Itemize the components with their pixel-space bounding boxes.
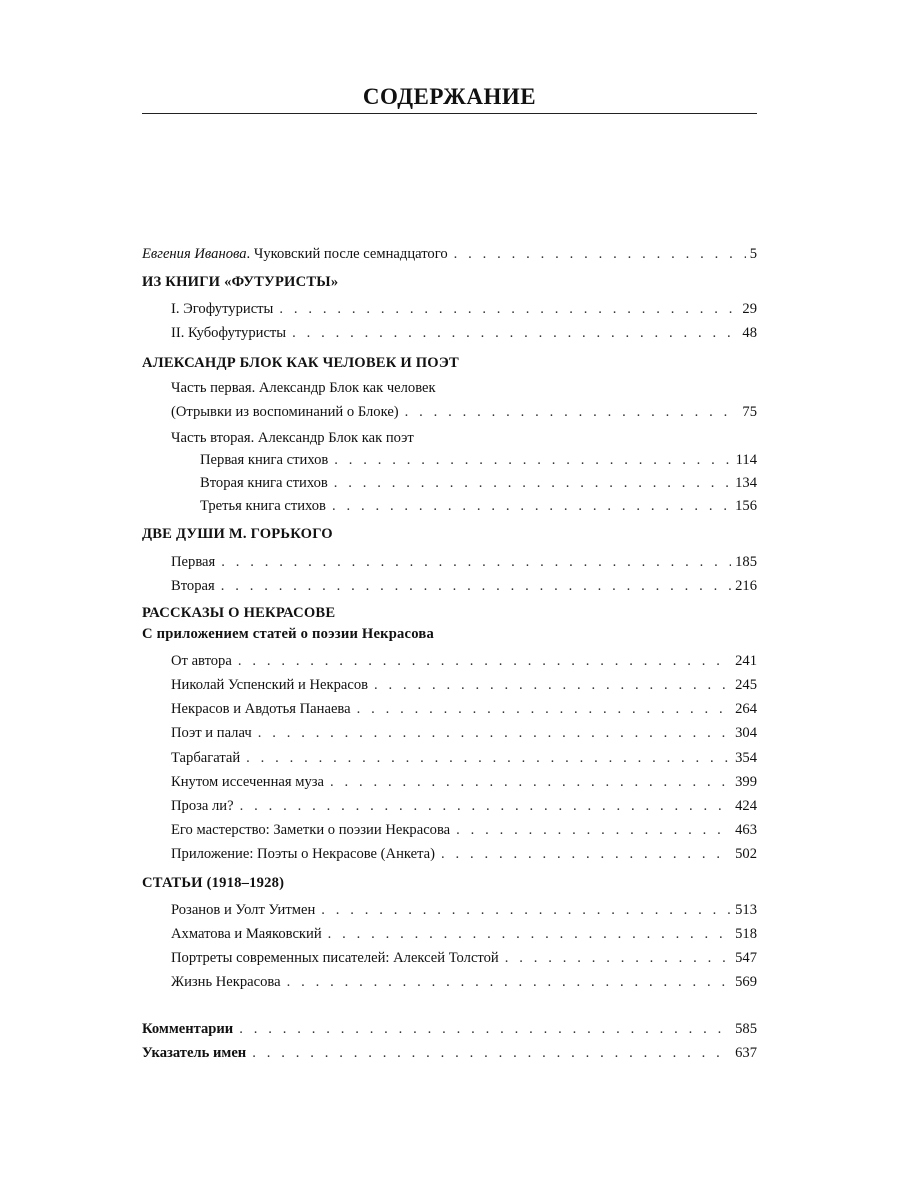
toc-entry-text: Его мастерство: Заметки о поэзии Некрасова (171, 822, 451, 838)
toc-entry (171, 574, 757, 596)
toc-entry (171, 970, 757, 992)
dot-leader (292, 323, 738, 343)
dot-leader (441, 844, 731, 864)
toc-entry-title: . Чуковский после семнадцатого (246, 246, 448, 262)
toc-entry-text: I. Эгофутуристы (171, 301, 274, 317)
toc-entry-page: 5 (749, 246, 757, 262)
toc-entry-text: Проза ли? (171, 798, 234, 814)
page-title: СОДЕРЖАНИЕ (362, 84, 537, 109)
dot-leader (334, 450, 731, 470)
toc-entry-page: 185 (735, 554, 757, 570)
toc-entry (171, 898, 757, 920)
dot-leader (332, 496, 731, 516)
toc-entry-page: 513 (735, 902, 757, 918)
dot-leader (328, 924, 731, 944)
toc-entry-text: Николай Успенский и Некрасов (171, 677, 369, 693)
dot-leader (246, 748, 731, 768)
toc-entry (171, 649, 757, 671)
toc-entry-text: Поэт и палач (171, 725, 252, 741)
dot-leader (239, 1019, 731, 1039)
toc-entry-page: 304 (735, 725, 757, 741)
toc-entry-text: Розанов и Уолт Уитмен (171, 902, 316, 918)
toc-entry (171, 818, 757, 840)
toc-entry-text: Комментарии (142, 1021, 234, 1037)
toc-entry (171, 297, 757, 319)
dot-leader (330, 772, 731, 792)
toc-entry-commentary (142, 1017, 757, 1039)
toc-entry-text: Тарбагатай (171, 750, 241, 766)
section-heading-articles: СТАТЬИ (1918–1928) (142, 875, 285, 891)
toc-entry-page: 156 (735, 498, 757, 514)
toc-entry-page: 75 (742, 404, 757, 420)
toc-entry (171, 922, 757, 944)
toc-part-heading: Часть вторая. Александр Блок как поэт (171, 430, 414, 446)
toc-page (142, 0, 757, 1200)
toc-entry-text: Третья книга стихов (200, 498, 326, 514)
toc-entry-text: Приложение: Поэты о Некрасове (Анкета) (171, 846, 435, 862)
dot-leader (252, 1043, 731, 1063)
toc-entry (200, 448, 757, 470)
dot-leader (221, 576, 731, 596)
dot-leader (357, 699, 732, 719)
toc-entry-text: Вторая книга стихов (200, 475, 328, 491)
toc-entry-page: 547 (735, 950, 757, 966)
toc-entry-text: Первая книга стихов (200, 452, 329, 468)
toc-entry-page: 29 (742, 301, 757, 317)
toc-entry (200, 494, 757, 516)
toc-entry-text: Указатель имен (142, 1045, 247, 1061)
dot-leader (240, 796, 732, 816)
dot-leader (258, 723, 731, 743)
toc-entry (171, 842, 757, 864)
toc-entry-author: Евгения Иванова (142, 246, 247, 262)
dot-leader (279, 299, 738, 319)
toc-entry-text: Вторая (171, 578, 215, 594)
toc-entry-text: Кнутом иссеченная муза (171, 774, 325, 790)
toc-entry-page: 569 (735, 974, 757, 990)
toc-entry-text: Жизнь Некрасова (171, 974, 281, 990)
toc-entry-page: 216 (735, 578, 757, 594)
toc-entry (171, 746, 757, 768)
toc-entry-page: 637 (735, 1045, 757, 1061)
toc-entry (171, 550, 757, 572)
dot-leader (405, 402, 739, 422)
toc-entry (171, 946, 757, 968)
toc-entry-index (142, 1041, 757, 1063)
toc-entry-text: От автора (171, 653, 232, 669)
toc-entry-text: (Отрывки из воспоминаний о Блоке) (171, 404, 399, 420)
section-subheading-nekrasov: С приложением статей о поэзии Некрасова (142, 626, 434, 642)
dot-leader (287, 972, 732, 992)
dot-leader (505, 948, 731, 968)
section-heading-blok: АЛЕКСАНДР БЛОК КАК ЧЕЛОВЕК И ПОЭТ (142, 355, 459, 371)
toc-entry-page: 354 (735, 750, 757, 766)
toc-entry-page: 245 (735, 677, 757, 693)
dot-leader (238, 651, 731, 671)
toc-entry-intro (142, 242, 757, 264)
dot-leader (456, 820, 731, 840)
toc-entry-text: Первая (171, 554, 216, 570)
toc-entry-page: 585 (735, 1021, 757, 1037)
dot-leader (321, 900, 731, 920)
toc-entry-page: 502 (735, 846, 757, 862)
section-heading-gorky: ДВЕ ДУШИ М. ГОРЬКОГО (142, 526, 333, 542)
section-heading-futurists: ИЗ КНИГИ «ФУТУРИСТЫ» (142, 274, 339, 290)
dot-leader (454, 244, 746, 264)
dot-leader (334, 473, 731, 493)
toc-entry-text: Ахматова и Маяковский (171, 926, 322, 942)
toc-entry (171, 770, 757, 792)
toc-entry-text: Некрасов и Авдотья Панаева (171, 701, 351, 717)
toc-entry (171, 697, 757, 719)
toc-entry-page: 114 (735, 452, 757, 468)
title-rule (142, 113, 757, 114)
toc-entry (171, 321, 757, 343)
toc-entry (200, 471, 757, 493)
toc-entry-page: 134 (735, 475, 757, 491)
toc-entry-text: II. Кубофутуристы (171, 325, 287, 341)
section-heading-nekrasov: РАССКАЗЫ О НЕКРАСОВЕ (142, 605, 336, 621)
toc-entry (171, 794, 757, 816)
toc-entry-page: 424 (735, 798, 757, 814)
toc-entry-text (142, 244, 448, 264)
toc-entry-page: 264 (735, 701, 757, 717)
toc-part-heading: Часть первая. Александр Блок как человек (171, 380, 436, 396)
toc-entry-page: 463 (735, 822, 757, 838)
toc-entry-page: 241 (735, 653, 757, 669)
toc-entry-page: 518 (735, 926, 757, 942)
dot-leader (221, 552, 731, 572)
toc-entry-page: 48 (742, 325, 757, 341)
toc-entry (171, 721, 757, 743)
toc-entry (171, 400, 757, 422)
toc-entry-text: Портреты современных писателей: Алексей Толстой (171, 950, 499, 966)
toc-entry (171, 673, 757, 695)
dot-leader (374, 675, 731, 695)
toc-entry-page: 399 (735, 774, 757, 790)
